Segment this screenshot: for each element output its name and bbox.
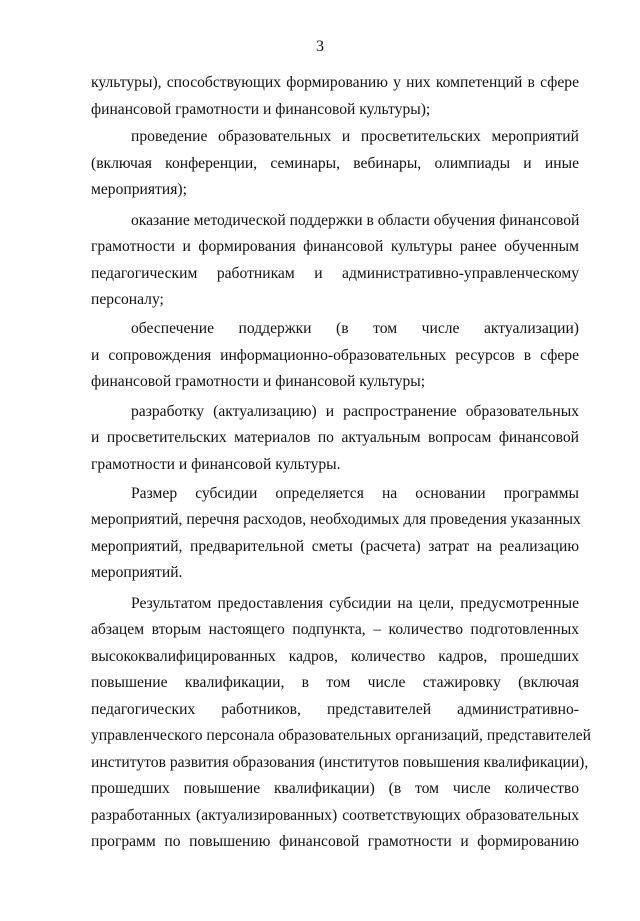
paragraph bbox=[91, 481, 579, 587]
text-line: мероприятия); bbox=[91, 181, 187, 199]
text-line: финансовой грамотности и финансовой культуры); bbox=[91, 100, 431, 118]
paragraph bbox=[91, 70, 579, 123]
text-line: Размер субсидии определяется на основании программы bbox=[131, 484, 579, 502]
text-line: и просветительских материалов по актуальным вопросам финансовой bbox=[91, 429, 579, 447]
text-line: персоналу; bbox=[91, 291, 164, 309]
text-line: педагогическим работникам и административно-управленческому bbox=[91, 264, 579, 282]
text-line: проведение образовательных и просветительских мероприятий bbox=[131, 128, 579, 146]
text-line: (включая конференции, семинары, вебинары, олимпиады и иные bbox=[91, 154, 579, 172]
paragraph bbox=[91, 208, 579, 314]
text-line: прошедших повышение квалификации) (в том числе количество bbox=[91, 780, 579, 798]
text-line: абзацем вторым настоящего подпункта, – количество подготовленных bbox=[91, 621, 579, 639]
text-line: управленческого персонала образовательных организаций, представителей bbox=[91, 727, 591, 745]
paragraph bbox=[91, 316, 579, 396]
text-line: оказание методической поддержки в области обучения финансовой bbox=[131, 211, 580, 229]
text-line: разработку (актуализацию) и распространение образовательных bbox=[131, 402, 579, 420]
text-line: разработанных (актуализированных) соответствующих образовательных bbox=[91, 806, 579, 824]
text-line: обеспечение поддержки (в том числе актуализации) bbox=[131, 320, 579, 338]
text-line: грамотности и финансовой культуры. bbox=[91, 455, 341, 473]
text-line: институтов развития образования (институтов повышения квалификации), bbox=[91, 753, 589, 771]
text-line: повышение квалификации, в том числе стажировку (включая bbox=[91, 674, 579, 692]
page-number: 3 bbox=[316, 38, 324, 55]
text-line: высококвалифицированных кадров, количество кадров, прошедших bbox=[91, 647, 579, 665]
text-line: мероприятий, перечня расходов, необходимых для проведения указанных bbox=[91, 511, 581, 529]
paragraph bbox=[91, 124, 579, 204]
text-line: педагогических работников, представителей административно- bbox=[91, 700, 579, 718]
text-line: мероприятий, предварительной сметы (расчета) затрат на реализацию bbox=[91, 537, 579, 555]
text-line: культуры), способствующих формированию у них компетенций в сфере bbox=[91, 74, 579, 91]
text-line: грамотности и формирования финансовой культуры ранее обученным bbox=[91, 238, 579, 256]
text-line: Результатом предоставления субсидии на цели, предусмотренные bbox=[131, 594, 579, 612]
text-line: финансовой грамотности и финансовой культуры; bbox=[91, 373, 426, 391]
paragraph bbox=[91, 591, 591, 856]
text-line: программ по повышению финансовой грамотности и формированию bbox=[91, 833, 579, 851]
text-line: мероприятий. bbox=[91, 564, 183, 582]
text-line: и сопровождения информационно-образовательных ресурсов в сфере bbox=[91, 346, 579, 364]
paragraph bbox=[91, 399, 579, 479]
